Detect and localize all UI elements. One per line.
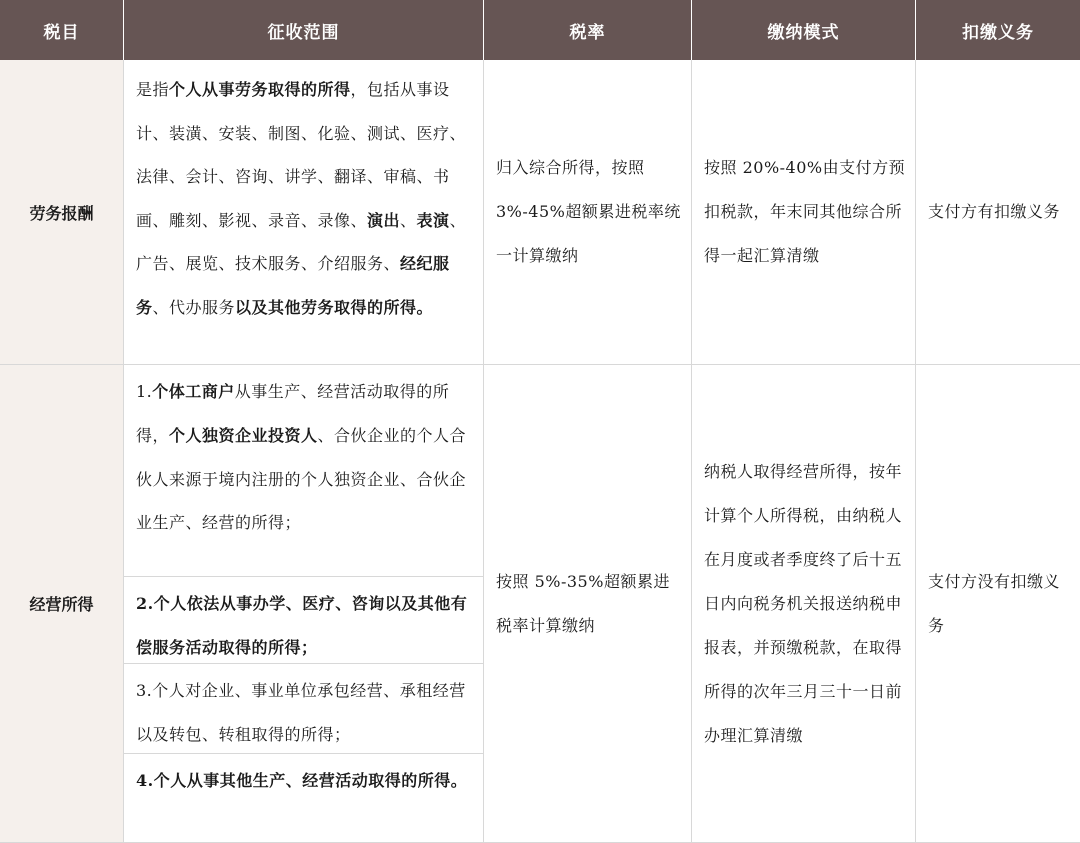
scope-labor [124, 60, 484, 365]
scope-text-segment: 表演 [416, 210, 450, 230]
scope-text-segment: 是指 [136, 80, 170, 99]
scope-text-segment: 经纪服务 [136, 254, 450, 317]
scope-business-2: 2.个人依法从事办学、医疗、咨询以及其他有偿服务活动取得的所得； [124, 577, 484, 664]
rate-labor: 归入综合所得，按照3%-45%超额累进税率统一计算缴纳 [496, 158, 681, 265]
rate-business-cell [484, 365, 692, 843]
header-payment-mode: 缴纳模式 [692, 0, 916, 60]
scope-text-segment: 、代办服务 [152, 297, 236, 317]
header-rate: 税率 [484, 0, 692, 60]
rate-labor-cell [484, 60, 692, 365]
scope-text-segment: 、合伙企业的个人合伙人来源于境内注册的个人独资企业、合伙企业生产、经营的所得； [136, 425, 467, 533]
rate-business: 按照 5%-35%超额累进税率计算缴纳 [496, 571, 670, 635]
mode-labor: 按照 20%-40%由支付方预扣税款，年末同其他综合所得一起汇算清缴 [704, 158, 906, 265]
scope-business-1 [124, 365, 484, 577]
row-label-labor: 劳务报酬 [0, 60, 124, 365]
mode-labor-cell [692, 60, 916, 365]
scope-business-3: 3.个人对企业、事业单位承包经营、承租经营以及转包、转租取得的所得； [124, 664, 484, 754]
mode-business-cell [692, 365, 916, 843]
scope-text-segment: 1. [136, 382, 153, 401]
scope-text-segment: 从事生产、经营活动取得的所得， [136, 382, 450, 445]
scope-text-segment: 演出 [367, 210, 401, 230]
header-tax-item: 税目 [0, 0, 124, 60]
row-label-business: 经营所得 [0, 365, 124, 843]
header-withholding: 扣缴义务 [916, 0, 1080, 60]
scope-text-segment: 个人独资企业投资人 [169, 425, 318, 445]
scope-text-segment: 、 [400, 210, 417, 230]
scope-text-segment: 个人从事劳务取得的所得 [169, 80, 351, 99]
scope-text-segment: ，包括从事设计、装潢、安装、制图、化验、测试、医疗、法律、会计、咨询、讲学、翻译、审稿、书画、雕刻、影视、录音、录像、 [136, 80, 467, 230]
withholding-business-cell [916, 365, 1080, 843]
withholding-labor-cell [916, 60, 1080, 365]
scope-text-segment: 以及其他劳务取得的所得。 [235, 297, 434, 317]
scope-text-segment: 个体工商户 [152, 382, 235, 401]
mode-business: 纳税人取得经营所得，按年计算个人所得税，由纳税人在月度或者季度终了后十五日内向税务机关报送纳税申报表，并预缴税款，在取得所得的次年三月三十一日前办理汇算清缴 [704, 461, 903, 745]
scope-text-segment: 、广告、展览、技术服务、介绍服务、 [136, 210, 467, 273]
withholding-labor: 支付方有扣缴义务 [928, 202, 1061, 221]
scope-business-4: 4.个人从事其他生产、经营活动取得的所得。 [124, 754, 484, 843]
withholding-business: 支付方没有扣缴义务 [928, 571, 1061, 635]
header-scope: 征收范围 [124, 0, 484, 60]
